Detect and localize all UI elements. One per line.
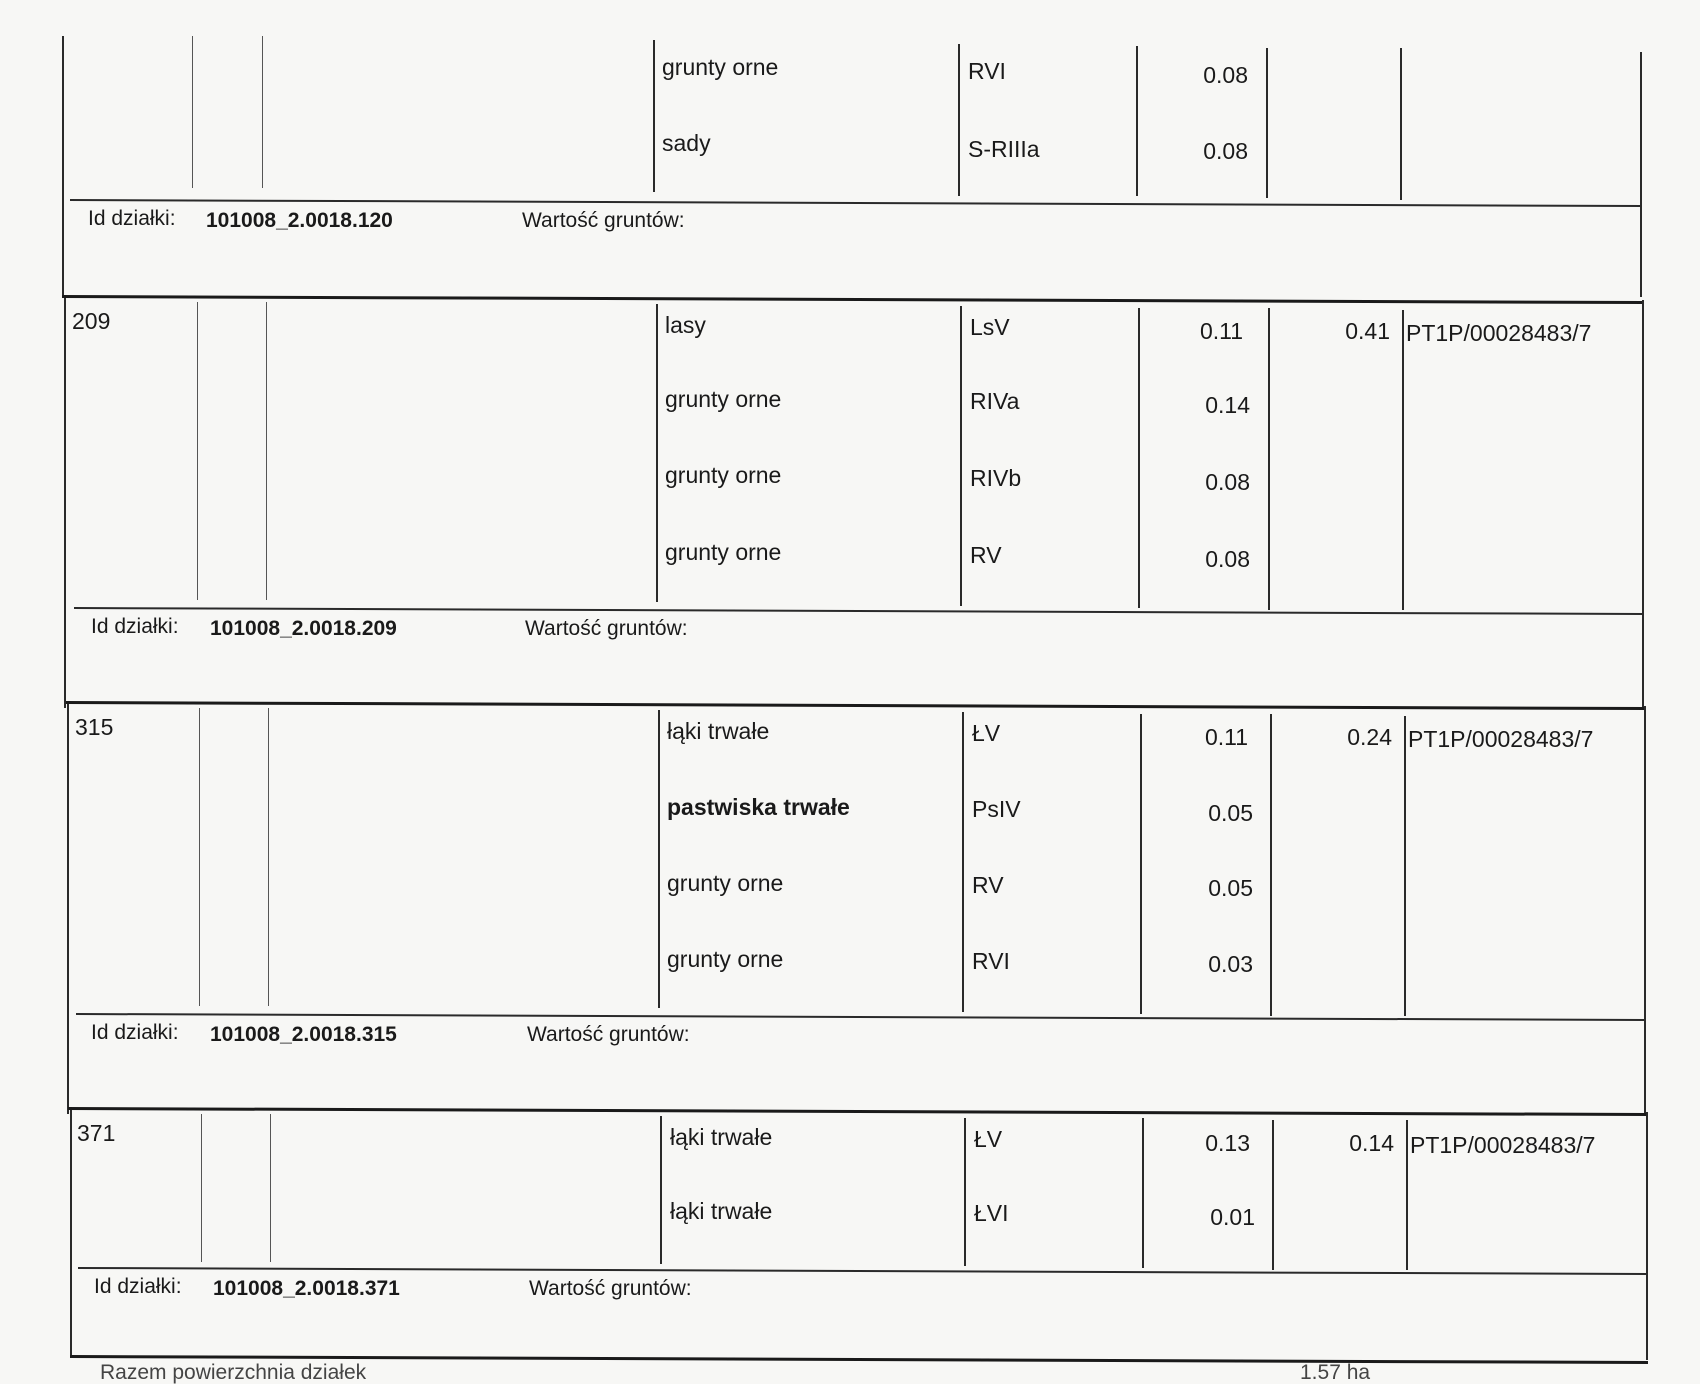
block-separator <box>68 1107 1646 1116</box>
row-separator <box>78 1267 1646 1275</box>
soil-class-cell: RVI <box>972 948 1010 974</box>
parcel-number: 371 <box>77 1120 116 1146</box>
table-left-border <box>70 1110 72 1358</box>
soil-class-cell: ŁV <box>972 720 1001 746</box>
land-use-cell: grunty orne <box>665 539 782 565</box>
total-area-label: Razem powierzchnia działek <box>100 1361 367 1384</box>
land-value-label: Wartość gruntów: <box>529 1277 692 1300</box>
parcel-total-area: 0.24 <box>1347 724 1392 750</box>
parcel-number: 315 <box>75 714 114 740</box>
parcel-id-label: Id działki: <box>91 615 179 638</box>
row-separator <box>70 199 1642 207</box>
column-divider <box>958 44 960 196</box>
column-divider <box>262 36 263 188</box>
column-divider <box>656 304 658 602</box>
column-divider <box>1268 308 1270 610</box>
land-register-number: PT1P/00028483/7 <box>1410 1132 1596 1158</box>
column-divider <box>199 708 200 1006</box>
area-cell: 0.11 <box>1204 724 1248 750</box>
column-divider <box>1400 48 1402 200</box>
column-divider <box>653 40 655 192</box>
area-cell: 0.11 <box>1199 318 1243 344</box>
area-cell: 0.05 <box>1208 875 1253 901</box>
column-divider <box>964 1118 966 1266</box>
column-divider <box>1270 714 1272 1016</box>
soil-class-cell: RV <box>972 872 1004 898</box>
land-value-label: Wartość gruntów: <box>522 209 685 232</box>
area-cell: 0.08 <box>1203 138 1248 164</box>
table-left-border <box>67 704 69 1114</box>
parcel-total-area: 0.14 <box>1349 1130 1394 1156</box>
table-right-border <box>1646 1112 1648 1360</box>
area-cell: 0.14 <box>1205 392 1250 418</box>
land-value-label: Wartość gruntów: <box>527 1023 690 1046</box>
table-right-border <box>1642 300 1644 710</box>
column-divider <box>660 1116 662 1264</box>
column-divider <box>201 1114 202 1262</box>
land-value-label: Wartość gruntów: <box>525 617 688 640</box>
column-divider <box>1406 1120 1408 1270</box>
area-cell: 0.08 <box>1203 62 1248 88</box>
soil-class-cell: ŁV <box>974 1126 1003 1152</box>
column-divider <box>197 302 198 600</box>
total-area-value: 1.57 ha <box>1300 1361 1371 1384</box>
parcel-id-value: 101008_2.0018.371 <box>213 1277 400 1300</box>
soil-class-cell: RIVa <box>970 388 1020 414</box>
block-separator <box>62 295 1642 304</box>
soil-class-cell: RV <box>970 542 1002 568</box>
land-register-number: PT1P/00028483/7 <box>1408 726 1594 752</box>
land-use-cell: grunty orne <box>667 870 784 896</box>
parcel-id-label: Id działki: <box>94 1275 182 1298</box>
land-use-cell: pastwiska trwałe <box>667 794 850 820</box>
soil-class-cell: RVI <box>968 58 1006 84</box>
column-divider <box>1266 48 1268 198</box>
column-divider <box>960 306 962 606</box>
row-separator <box>74 607 1642 615</box>
land-use-cell: grunty orne <box>662 54 779 80</box>
column-divider <box>270 1114 271 1262</box>
land-use-cell: grunty orne <box>665 462 782 488</box>
soil-class-cell: LsV <box>970 314 1010 340</box>
land-use-cell: lasy <box>665 312 706 338</box>
column-divider <box>268 708 269 1006</box>
parcel-id-value: 101008_2.0018.120 <box>206 209 393 232</box>
area-cell: 0.13 <box>1205 1130 1250 1156</box>
parcel-total-area: 0.41 <box>1345 318 1390 344</box>
parcel-id-value: 101008_2.0018.315 <box>210 1023 397 1046</box>
parcel-id-label: Id działki: <box>88 207 176 230</box>
table-left-border <box>64 298 66 708</box>
column-divider <box>962 712 964 1012</box>
land-use-cell: łąki trwałe <box>667 718 770 744</box>
column-divider <box>1402 310 1404 610</box>
land-use-cell: grunty orne <box>665 386 782 412</box>
parcel-number: 209 <box>72 308 111 334</box>
land-use-cell: łąki trwałe <box>670 1198 773 1224</box>
block-separator <box>66 701 1644 710</box>
column-divider <box>1404 716 1406 1016</box>
table-right-border <box>1640 52 1642 297</box>
parcel-id-label: Id działki: <box>91 1021 179 1044</box>
soil-class-cell: ŁVI <box>974 1200 1009 1226</box>
column-divider <box>266 302 267 600</box>
land-use-cell: sady <box>662 130 711 156</box>
row-separator <box>76 1013 1644 1021</box>
column-divider <box>192 36 193 188</box>
area-cell: 0.03 <box>1208 951 1253 977</box>
land-use-cell: łąki trwałe <box>670 1124 773 1150</box>
table-right-border <box>1644 706 1646 1116</box>
area-cell: 0.01 <box>1210 1204 1255 1230</box>
soil-class-cell: PsIV <box>972 796 1021 822</box>
soil-class-cell: S-RIIIa <box>968 136 1040 162</box>
land-use-cell: grunty orne <box>667 946 784 972</box>
soil-class-cell: RIVb <box>970 465 1022 491</box>
area-cell: 0.05 <box>1208 800 1253 826</box>
table-left-border <box>62 36 64 296</box>
parcel-id-value: 101008_2.0018.209 <box>210 617 397 640</box>
area-cell: 0.08 <box>1205 469 1250 495</box>
land-register-number: PT1P/00028483/7 <box>1406 320 1592 346</box>
area-cell: 0.08 <box>1205 546 1250 572</box>
column-divider <box>658 710 660 1008</box>
